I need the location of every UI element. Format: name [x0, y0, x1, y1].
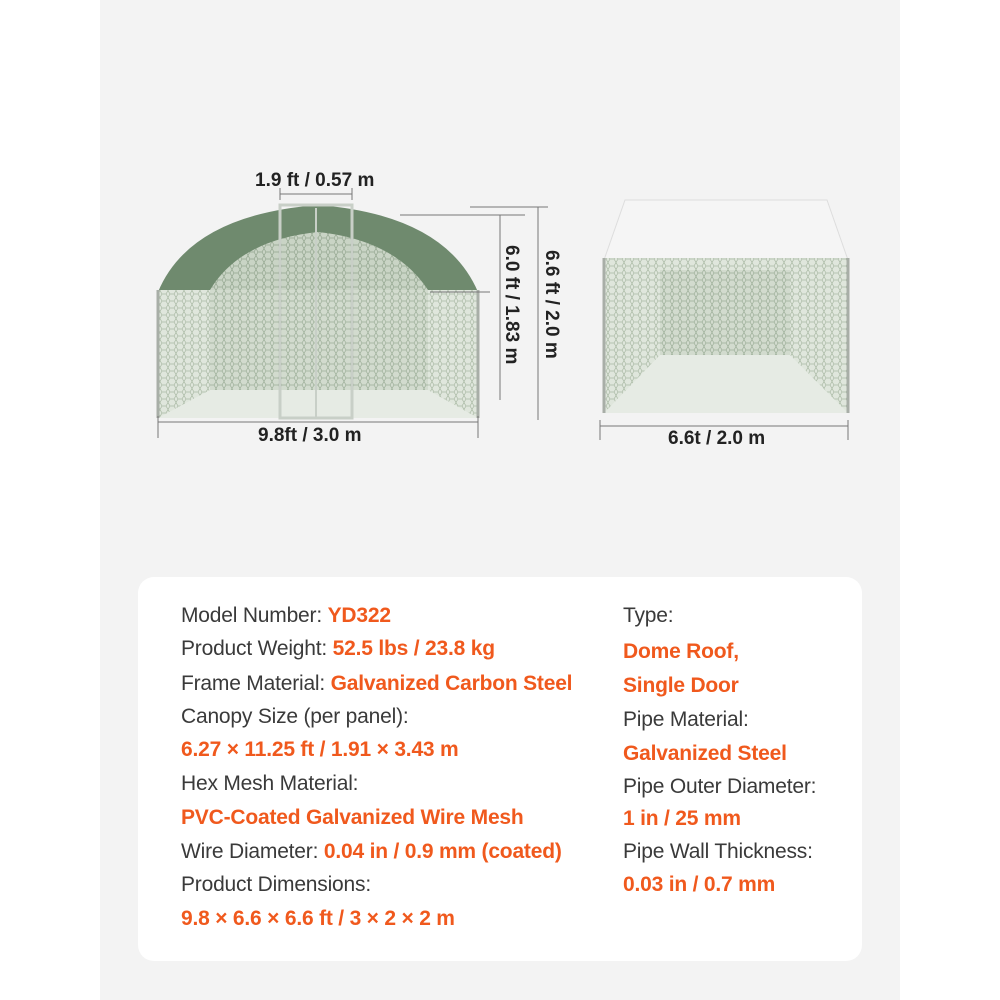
spec-line	[181, 672, 572, 696]
spec-label: Pipe Outer Diameter:	[623, 775, 817, 798]
spec-line	[623, 604, 673, 628]
spec-line	[623, 708, 749, 732]
spec-label: Pipe Wall Thickness:	[623, 840, 813, 863]
total-height-label: 6.6 ft / 2.0 m	[541, 250, 562, 359]
spec-value: Single Door	[623, 674, 739, 697]
spec-label: Canopy Size (per panel):	[181, 705, 409, 728]
spec-line	[623, 742, 787, 766]
spec-line	[181, 840, 562, 864]
spec-line	[181, 772, 358, 796]
spec-line	[623, 807, 741, 831]
spec-value: PVC-Coated Galvanized Wire Mesh	[181, 806, 524, 829]
spec-value: 0.03 in / 0.7 mm	[623, 873, 776, 896]
spec-label: Type:	[623, 604, 674, 627]
spec-card	[138, 577, 862, 961]
spec-value: 0.04 in / 0.9 mm (coated)	[323, 840, 562, 863]
spec-label: Pipe Material:	[623, 708, 749, 731]
spec-line	[623, 775, 816, 799]
spec-value: Galvanized Steel	[623, 742, 787, 765]
spec-line	[623, 840, 813, 864]
spec-value: 6.27 × 11.25 ft / 1.91 × 3.43 m	[181, 738, 459, 761]
spec-line	[623, 640, 739, 664]
spec-value: YD322	[327, 604, 391, 627]
spec-line	[623, 873, 775, 897]
spec-line	[181, 806, 524, 830]
spec-line	[181, 873, 371, 897]
rear-mesh-wall	[660, 270, 790, 355]
spec-line	[623, 674, 739, 698]
spec-label: Hex Mesh Material:	[181, 772, 359, 795]
spec-label: Frame Material:	[181, 672, 331, 695]
spec-line	[181, 907, 455, 931]
coop-floor	[158, 390, 478, 418]
wall-height-label: 6.0 ft / 1.83 m	[501, 245, 522, 365]
back-mesh-wall	[210, 290, 428, 390]
spec-label: Wire Diameter:	[181, 840, 324, 863]
spec-line	[181, 705, 409, 729]
spec-value: 52.5 lbs / 23.8 kg	[332, 637, 495, 660]
spec-value: 9.8 × 6.6 × 6.6 ft / 3 × 2 × 2 m	[181, 907, 455, 930]
width-label: 6.6t / 2.0 m	[668, 428, 766, 449]
flat-roof	[604, 200, 848, 260]
spec-value: Dome Roof,	[623, 640, 739, 663]
spec-value: Galvanized Carbon Steel	[330, 672, 573, 695]
spec-label: Model Number:	[181, 604, 328, 627]
spec-label: Product Dimensions:	[181, 873, 371, 896]
spec-label: Product Weight:	[181, 637, 333, 660]
spec-line	[181, 604, 391, 628]
length-label: 9.8ft / 3.0 m	[258, 425, 362, 446]
spec-line	[181, 637, 495, 661]
door-width-label: 1.9 ft / 0.57 m	[255, 170, 375, 191]
front-view-coop	[158, 205, 478, 418]
spec-line	[181, 738, 459, 762]
spec-value: 1 in / 25 mm	[623, 807, 741, 830]
side-view-coop	[604, 200, 848, 413]
